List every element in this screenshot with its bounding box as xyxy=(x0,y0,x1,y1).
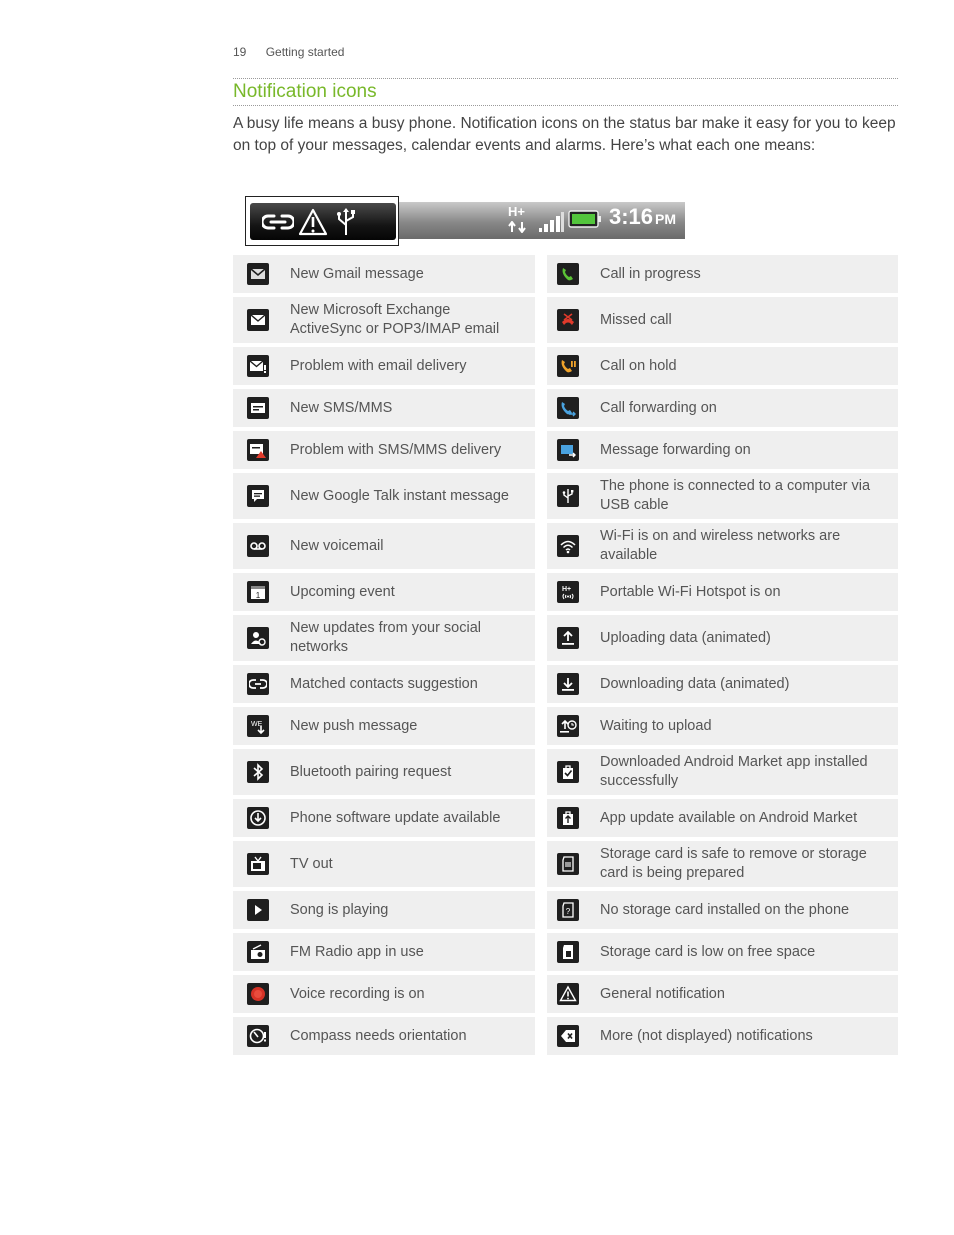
table-cell xyxy=(233,933,535,971)
table-cell xyxy=(233,473,535,519)
sdcard-safe-icon xyxy=(557,853,579,875)
table-row xyxy=(233,573,898,611)
page-header xyxy=(233,45,344,59)
icon-description: Downloading data (animated) xyxy=(600,675,790,692)
push-message-icon xyxy=(247,715,269,737)
email-problem-icon xyxy=(247,355,269,377)
table-cell xyxy=(233,1017,535,1055)
sdcard-low-icon xyxy=(557,941,579,963)
table-cell xyxy=(233,891,535,929)
icon-description: Phone software update available xyxy=(290,809,501,826)
icon-description: New Microsoft Exchange ActiveSync or POP3/IMAP email xyxy=(290,302,500,337)
table-row xyxy=(233,707,898,745)
table-row xyxy=(233,841,898,887)
icon-description: New Gmail message xyxy=(290,265,424,282)
table-row xyxy=(233,891,898,929)
call-icon xyxy=(557,263,579,285)
table-cell xyxy=(233,975,535,1013)
icon-description: FM Radio app in use xyxy=(290,943,424,960)
signal-strength-icon xyxy=(539,211,565,233)
social-update-icon xyxy=(247,627,269,649)
call-hold-icon xyxy=(557,355,579,377)
table-row xyxy=(233,255,898,293)
email-icon xyxy=(247,309,269,331)
play-icon xyxy=(247,899,269,921)
table-cell xyxy=(233,707,535,745)
table-cell xyxy=(547,707,898,745)
battery-icon xyxy=(568,209,602,229)
message-forward-icon xyxy=(557,439,579,461)
table-cell xyxy=(547,799,898,837)
icon-description: Problem with email delivery xyxy=(290,357,467,374)
icon-description: Call forwarding on xyxy=(600,399,717,416)
table-cell xyxy=(547,523,898,569)
page-number: 19 xyxy=(233,45,247,59)
table-row xyxy=(233,431,898,469)
table-cell xyxy=(233,255,535,293)
icon-description: New voicemail xyxy=(290,537,384,554)
table-cell xyxy=(547,473,898,519)
table-cell xyxy=(233,749,535,795)
table-row xyxy=(233,615,898,661)
icon-description: Missed call xyxy=(600,311,672,328)
table-cell xyxy=(547,431,898,469)
table-cell xyxy=(547,389,898,427)
matched-contacts-icon xyxy=(247,673,269,695)
intro-paragraph: A busy life means a busy phone. Notification icons on the status bar make it easy for you to keep on top of your messages, calendar events and alarms. Here’s what each one means: xyxy=(233,115,896,154)
table-cell xyxy=(233,615,535,661)
table-cell xyxy=(547,933,898,971)
table-cell xyxy=(547,255,898,293)
table-cell xyxy=(547,975,898,1013)
icon-description: Bluetooth pairing request xyxy=(290,763,452,780)
table-cell xyxy=(547,891,898,929)
icon-description: Song is playing xyxy=(290,901,389,918)
icon-description: New SMS/MMS xyxy=(290,399,393,416)
icon-description: Downloaded Android Market app installed successfully xyxy=(600,754,868,789)
talk-icon xyxy=(247,485,269,507)
record-icon xyxy=(247,983,269,1005)
icon-description: Call in progress xyxy=(600,265,701,282)
table-cell xyxy=(233,799,535,837)
no-sdcard-icon xyxy=(557,899,579,921)
more-icon xyxy=(557,1025,579,1047)
table-row xyxy=(233,975,898,1013)
icon-description: Problem with SMS/MMS delivery xyxy=(290,441,502,458)
icon-description: More (not displayed) notifications xyxy=(600,1027,813,1044)
waiting-upload-icon xyxy=(557,715,579,737)
icon-description: Message forwarding on xyxy=(600,441,751,458)
usb-icon xyxy=(334,207,358,237)
table-row xyxy=(233,749,898,795)
download-icon xyxy=(557,673,579,695)
svg-text:?: ? xyxy=(565,907,571,916)
icon-description: Matched contacts suggestion xyxy=(290,675,478,692)
software-update-icon xyxy=(247,807,269,829)
table-cell xyxy=(547,347,898,385)
compass-icon xyxy=(247,1025,269,1047)
svg-text:1: 1 xyxy=(255,591,261,600)
table-cell xyxy=(233,347,535,385)
upload-icon xyxy=(557,627,579,649)
bluetooth-icon xyxy=(247,761,269,783)
gmail-icon xyxy=(247,263,269,285)
table-row xyxy=(233,473,898,519)
market-update-icon xyxy=(557,807,579,829)
icon-description: Portable Wi-Fi Hotspot is on xyxy=(600,583,781,600)
icon-description: New push message xyxy=(290,717,418,734)
missed-call-icon xyxy=(557,309,579,331)
icon-description: Wi-Fi is on and wireless networks are available xyxy=(600,528,841,563)
table-cell xyxy=(547,665,898,703)
table-cell xyxy=(547,749,898,795)
icon-description: Uploading data (animated) xyxy=(600,629,771,646)
icon-description: Compass needs orientation xyxy=(290,1027,467,1044)
page-title: Notification icons xyxy=(233,81,377,102)
table-row xyxy=(233,389,898,427)
table-cell xyxy=(233,841,535,887)
icon-description: Voice recording is on xyxy=(290,985,425,1002)
divider xyxy=(233,78,898,79)
section-name: Getting started xyxy=(265,45,345,59)
table-cell xyxy=(547,841,898,887)
status-bar-illustration xyxy=(245,196,687,246)
icon-description: No storage card installed on the phone xyxy=(600,901,850,918)
svg-text:WE: WE xyxy=(251,721,263,728)
notification-icon-table xyxy=(233,255,898,1059)
call-forward-icon xyxy=(557,397,579,419)
data-transfer-icon xyxy=(507,221,529,233)
icon-description: The phone is connected to a computer via USB cable xyxy=(600,478,871,513)
clock-time: 3:16 xyxy=(609,204,654,229)
table-row xyxy=(233,1017,898,1055)
voicemail-icon xyxy=(247,535,269,557)
table-cell xyxy=(233,523,535,569)
icon-description: Storage card is safe to remove or storage card is being prepared xyxy=(600,846,867,881)
icon-description: New Google Talk instant message xyxy=(290,487,509,504)
table-cell xyxy=(547,297,898,343)
table-row xyxy=(233,347,898,385)
icon-description: New updates from your social networks xyxy=(290,620,481,655)
icon-description: App update available on Android Market xyxy=(600,809,858,826)
notification-area-highlight xyxy=(245,196,399,246)
market-installed-icon xyxy=(557,761,579,783)
table-row xyxy=(233,297,898,343)
svg-text:H+: H+ xyxy=(562,586,572,593)
calendar-icon xyxy=(247,581,269,603)
table-cell xyxy=(547,615,898,661)
radio-icon xyxy=(247,941,269,963)
matched-contacts-icon xyxy=(262,212,294,232)
table-cell xyxy=(547,573,898,611)
warning-icon xyxy=(557,983,579,1005)
status-clock xyxy=(609,204,676,230)
usb-icon xyxy=(557,485,579,507)
clock-ampm: PM xyxy=(655,211,677,227)
icon-description: Storage card is low on free space xyxy=(600,943,816,960)
wifi-icon xyxy=(557,535,579,557)
hotspot-icon xyxy=(557,581,579,603)
icon-description: TV out xyxy=(290,855,333,872)
table-cell xyxy=(547,1017,898,1055)
tv-out-icon xyxy=(247,853,269,875)
icon-description: General notification xyxy=(600,985,725,1002)
table-row xyxy=(233,799,898,837)
table-row xyxy=(233,523,898,569)
table-cell xyxy=(233,297,535,343)
table-cell xyxy=(233,573,535,611)
divider xyxy=(233,105,898,106)
sms-icon xyxy=(247,397,269,419)
table-row xyxy=(233,933,898,971)
icon-description: Call on hold xyxy=(600,357,677,374)
icon-description: Waiting to upload xyxy=(600,717,712,734)
sms-problem-icon xyxy=(247,439,269,461)
warning-icon xyxy=(298,208,328,236)
icon-description: Upcoming event xyxy=(290,583,395,600)
table-cell xyxy=(233,665,535,703)
network-type-label: H+ xyxy=(508,204,525,219)
table-cell xyxy=(233,389,535,427)
table-row xyxy=(233,665,898,703)
table-cell xyxy=(233,431,535,469)
